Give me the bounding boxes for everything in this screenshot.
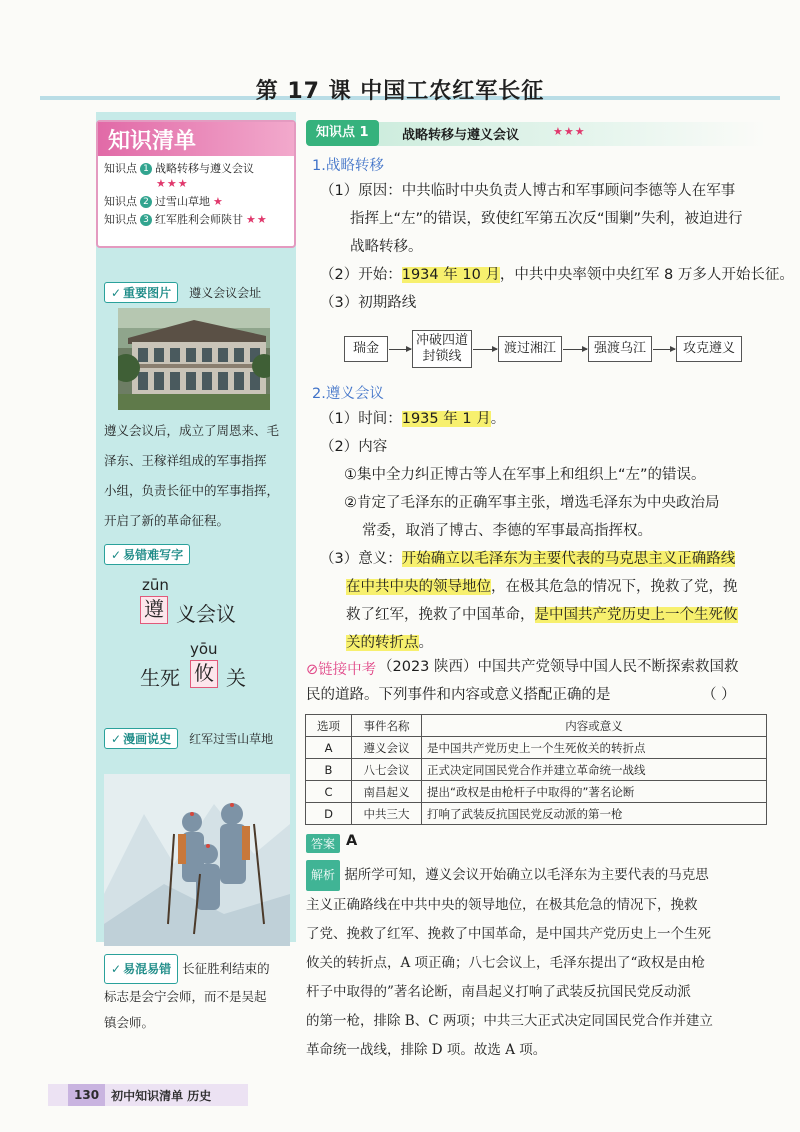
star-icon: ★★★ [156, 177, 189, 190]
pinyin-zun: zūn [142, 576, 169, 594]
table-cell: 提出“政权是由枪杆子中取得的”著名论断 [422, 781, 767, 803]
highlight: 1935 年 1 月 [401, 411, 491, 427]
confuse-tag [104, 954, 178, 984]
text: ，中共中央率领中央红军 8 万多人开始长征。 [499, 267, 794, 283]
word-pre: 生死 [140, 666, 180, 690]
word-rest: 关 [226, 666, 246, 690]
table-cell: 正式决定同国民党合作并建立革命统一战线 [422, 759, 767, 781]
text-line: 小组，负责长征中的军事指挥， [104, 483, 280, 498]
list-item-text: 战略转移与遵义会议 [155, 162, 254, 175]
section-heading: 1.战略转移 [312, 158, 384, 174]
time-line [320, 406, 505, 433]
word-rest: 义会议 [176, 602, 236, 626]
table-cell: 遵义会议 [352, 737, 422, 759]
tag-label: 易错难写字 [123, 548, 184, 562]
content-item: ②肯定了毛泽东的正确军事主张，增选毛泽东为中央政治局 [344, 495, 720, 511]
section-heading: 2.遵义会议 [312, 386, 384, 402]
question-line: 民的道路。下列事件和内容或意义搭配正确的是 [306, 687, 611, 703]
table-row [306, 759, 767, 781]
image-description [104, 416, 288, 536]
table-cell: C [306, 781, 352, 803]
answer-value: A [346, 833, 358, 849]
table-cell: 南昌起义 [352, 781, 422, 803]
route-step: 攻克遵义 [676, 336, 742, 362]
arrow-icon [389, 349, 411, 350]
table-cell: 是中国共产党历史上一个生死攸关的转折点 [422, 737, 767, 759]
start-line [320, 262, 794, 289]
tag-label: 易混易错 [123, 962, 172, 976]
number-badge: 3 [140, 214, 152, 226]
table-row [306, 737, 767, 759]
comic-tag-row [104, 728, 273, 749]
text-line: 杆子中取得的”著名论断，南昌起义打响了武装反抗国民党反动派 [306, 984, 691, 1000]
table-row [306, 803, 767, 825]
zunyi-site-photo [118, 308, 270, 410]
text-line: 长征胜利结束的 [182, 961, 270, 976]
arrow-icon [563, 349, 587, 350]
route-step-line: 封锁线 [422, 349, 462, 364]
column-header: 事件名称 [352, 715, 422, 737]
footer-text: 初中知识清单 历史 [111, 1088, 212, 1103]
column-header: 选项 [306, 715, 352, 737]
text-line: 泽东、王稼祥组成的军事指挥 [104, 453, 267, 468]
text-line: 标志是会宁会师，而不是吴起 [104, 989, 267, 1004]
tag-label: 重要图片 [123, 286, 172, 300]
number-badge: 2 [140, 196, 152, 208]
exam-link-tag [306, 658, 376, 679]
content-label: （2）内容 [320, 439, 388, 455]
label: （1）时间： [320, 411, 402, 427]
table-cell: 打响了武装反抗国民党反动派的第一枪 [422, 803, 767, 825]
pinyin-you: yōu [190, 640, 218, 658]
route-label: （3）初期路线 [320, 295, 417, 311]
text: 。 [418, 635, 433, 651]
highlight: 关的转折点 [346, 635, 419, 651]
table-cell: 中共三大 [352, 803, 422, 825]
cause-line: 指挥上“左”的错误，致使红军第五次反“围剿”失利，被迫进行 [350, 211, 743, 227]
arrow-icon [653, 349, 675, 350]
number-badge: 1 [140, 163, 152, 175]
red-army-comic [104, 774, 290, 946]
knowledge-list-title: 知识清单 [98, 122, 294, 156]
question-table [305, 714, 767, 825]
text-line: 镇会师。 [104, 1015, 155, 1030]
text-line: 革命统一战线，排除 D 项。故选 A 项。 [306, 1042, 547, 1058]
tag-label: 漫画说史 [123, 732, 172, 746]
question-line: （2023 陕西）中国共产党领导中国人民不断探索救国救 [378, 659, 739, 675]
text-line: 据所学可知，遵义会议开始确立以毛泽东为主要代表的马克思 [344, 867, 709, 883]
explain-tag: 解析 [306, 860, 340, 891]
tag-label: 链接中考 [318, 662, 377, 678]
table-row [306, 781, 767, 803]
highlight: 1934 年 10 月 [401, 267, 500, 283]
route-step [412, 330, 472, 368]
content-item: 常委，取消了博古、李德的军事最高指挥权。 [362, 523, 652, 539]
table-cell: B [306, 759, 352, 781]
highlight: 开始确立以毛泽东为主要代表的马克思主义正确路线 [401, 551, 736, 567]
meaning-line [346, 630, 433, 657]
content-item: ①集中全力纠正博古等人在军事上和组织上“左”的错误。 [344, 467, 706, 483]
lesson-title: 第 17 课 中国工农红军长征 [255, 79, 545, 104]
table-cell: 八七会议 [352, 759, 422, 781]
table-cell: A [306, 737, 352, 759]
list-item-text: 红军胜利会师陕甘 [155, 213, 243, 226]
knowledge-point-tag: 知识点 1 [306, 120, 379, 146]
text: 救了红军，挽救了中国革命， [346, 607, 535, 623]
explanation [306, 860, 768, 1065]
check-icon: ✓ [111, 548, 122, 562]
arrow-icon [473, 349, 497, 350]
highlight: 是中国共产党历史上一个生死攸 [534, 607, 738, 623]
page-footer [48, 1084, 248, 1106]
route-step-line: 冲破四道 [415, 333, 468, 348]
image-tag-row [104, 282, 261, 303]
confuse-block [104, 954, 292, 1036]
text: 。 [490, 411, 506, 427]
text: ，在极其危急的情况下，挽救了党，挽 [491, 579, 738, 595]
list-item-label: 知识点 [104, 162, 137, 175]
highlighted-char: 遵 [140, 596, 168, 624]
list-item-text: 过雪山草地 [155, 195, 210, 208]
link-icon: ⊘ [306, 662, 319, 678]
comic-caption: 红军过雪山草地 [189, 732, 274, 746]
text-line: 主义正确路线在中共中央的领导地位，在极其危急的情况下，挽救 [306, 897, 698, 913]
cause-line: 战略转移。 [350, 239, 423, 255]
typo-tag-row [104, 544, 190, 565]
page-number: 130 [68, 1084, 105, 1106]
route-step: 强渡乌江 [588, 336, 652, 362]
meaning-line [346, 602, 738, 629]
list-item [98, 211, 294, 229]
meaning-line [346, 574, 738, 601]
answer-parens: （ ） [702, 687, 736, 703]
check-icon: ✓ [111, 962, 122, 976]
knowledge-point-title: 战略转移与遵义会议 [402, 128, 520, 143]
check-icon: ✓ [111, 286, 122, 300]
image-caption: 遵义会议会址 [189, 286, 262, 300]
star-icon: ★★★ [553, 125, 586, 138]
star-icon: ★★ [246, 213, 268, 226]
knowledge-list [96, 120, 296, 248]
text-line: 的第一枪，排除 B、C 两项；中共三大正式决定同国民党合作并建立 [306, 1013, 713, 1029]
list-item [98, 193, 294, 211]
column-header: 内容或意义 [422, 715, 767, 737]
route-step: 瑞金 [344, 336, 388, 362]
route-step: 渡过湘江 [498, 336, 562, 362]
text-line: 了党、挽救了红军、挽救了中国革命，是中国共产党历史上一个生死 [306, 926, 711, 942]
check-icon: ✓ [111, 732, 122, 746]
text-line: 开启了新的革命征程。 [104, 513, 230, 528]
list-item-label: 知识点 [104, 213, 137, 226]
highlight: 在中共中央的领导地位 [346, 579, 491, 595]
text-line: 攸关的转折点，A 项正确；八七会议上，毛泽东提出了“政权是由枪 [306, 955, 705, 971]
meaning-line [320, 546, 735, 573]
table-cell: D [306, 803, 352, 825]
label: （2）开始： [320, 267, 402, 283]
list-item-label: 知识点 [104, 195, 137, 208]
answer-tag: 答案 [306, 834, 340, 853]
important-image-tag [104, 282, 178, 303]
comic-tag [104, 728, 178, 749]
cause-line: （1）原因：中共临时中央负责人博古和军事顾问李德等人在军事 [320, 183, 736, 199]
table-header [306, 715, 767, 737]
text-line: 遵义会议后，成立了周恩来、毛 [104, 423, 280, 438]
star-icon: ★ [213, 195, 224, 208]
typo-tag [104, 544, 190, 565]
highlighted-char: 攸 [190, 660, 218, 688]
label: （3）意义： [320, 551, 402, 567]
